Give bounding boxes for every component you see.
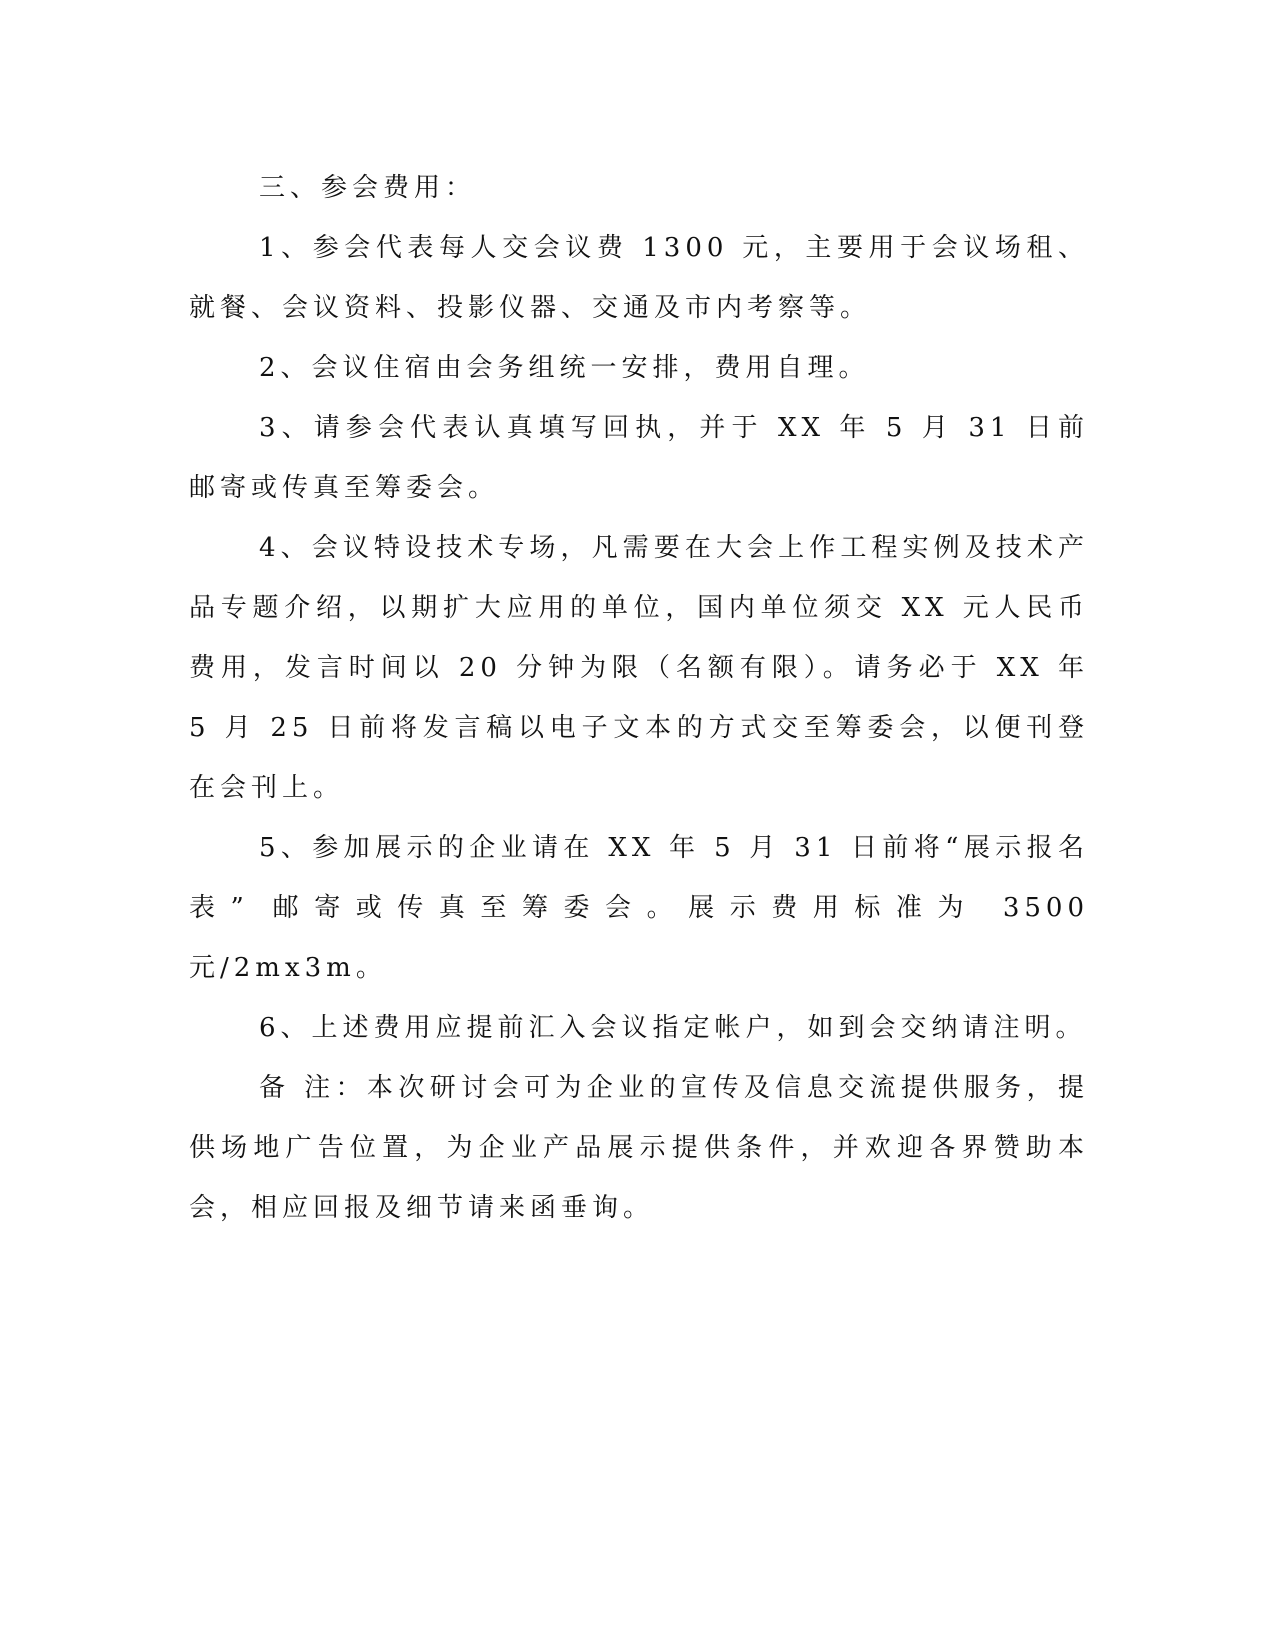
paragraph-payment: 6、上述费用应提前汇入会议指定帐户，如到会交纳请注明。: [259, 1013, 1087, 1043]
paragraph-receipt: 3、请参会代表认真填写回执，并于 XX 年 5 月 31 日前邮寄或传真至筹委会。: [189, 413, 1089, 503]
paragraph-technical-session: 4、会议特设技术专场，凡需要在大会上作工程实例及技术产品专题介绍，以期扩大应用的单位，国内单位须交 XX 元人民币费用，发言时间以 20 分钟为限（名额有限）。请务必于 XX 年 5 月 25 日前将发言稿以电子文本的方式交至筹委会，以便刊登在会刊上。: [189, 533, 1089, 803]
paragraph-exhibition: 5、参加展示的企业请在 XX 年 5 月 31 日前将“展示报名表” 邮寄或传真至筹委会。展示费用标准为 3500 元/2mx3m。: [189, 833, 1089, 983]
paragraph-fee: 1、参会代表每人交会议费 1300 元，主要用于会议场租、就餐、会议资料、投影仪器、交通及市内考察等。: [189, 233, 1089, 323]
paragraph-remarks: 备 注：本次研讨会可为企业的宣传及信息交流提供服务，提供场地广告位置，为企业产品展示提供条件，并欢迎各界赞助本会，相应回报及细节请来函垂询。: [189, 1073, 1089, 1223]
section-heading: 三、参会费用：: [259, 173, 477, 203]
paragraph-accommodation: 2、会议住宿由会务组统一安排，费用自理。: [259, 353, 870, 383]
document-body: [189, 158, 1089, 1238]
